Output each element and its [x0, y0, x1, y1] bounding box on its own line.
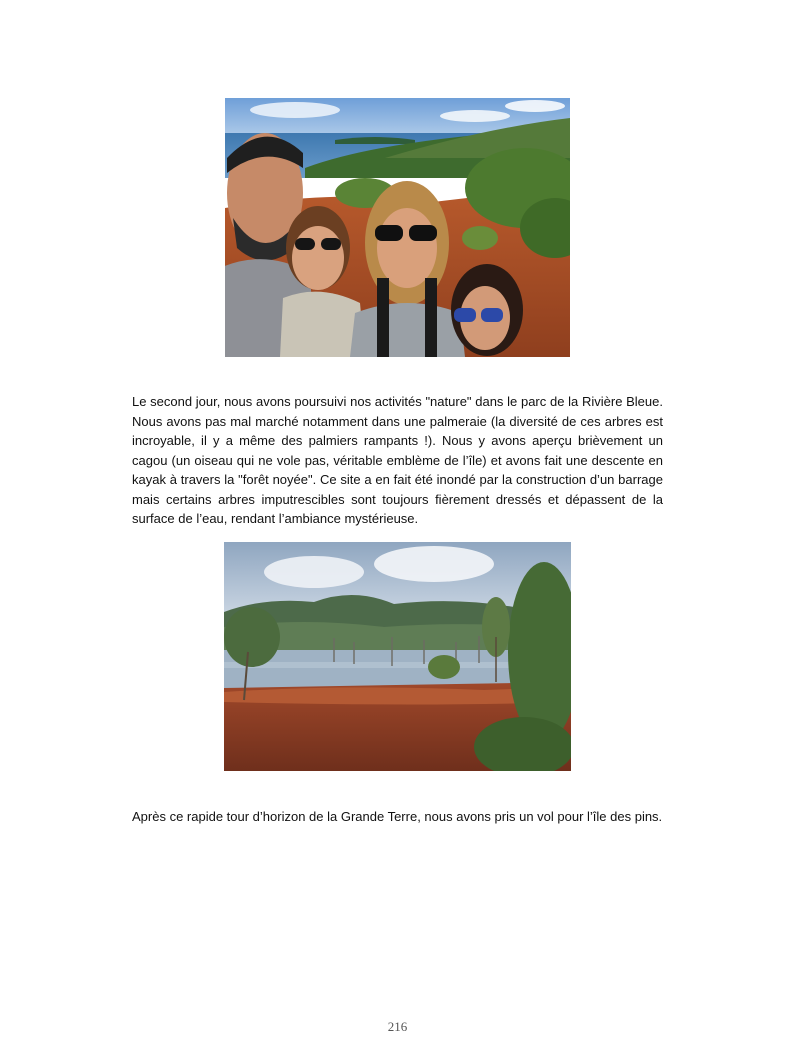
- page-number: 216: [387, 1019, 408, 1034]
- family-selfie-photo: [225, 98, 570, 357]
- body-paragraph-riviere-bleue: Le second jour, nous avons poursuivi nos activités "nature" dans le parc de la Rivière Bleue. Nous avons pas mal marché notamment dans une palmeraie (la diversité de ces arbres est incroyable, il y a même des palmiers rampants !). Nous y avons aperçu brièvement un cagou (un oiseau qui ne vole pas, véritable emblème de l’île) et avons fait une descente en kayak à travers la "forêt noyée". Ce site a en fait été inondé par la construction d’un barrage mais certains arbres imputrescibles sont toujours fièrement dressés et dépassent de la surface de l’eau, rendant l’ambiance mystérieuse.: [132, 394, 663, 526]
- drowned-forest-photo: [224, 542, 571, 771]
- body-paragraph-ile-des-pins: Après ce rapide tour d’horizon de la Grande Terre, nous avons pris un vol pour l’île des pins.: [132, 809, 663, 824]
